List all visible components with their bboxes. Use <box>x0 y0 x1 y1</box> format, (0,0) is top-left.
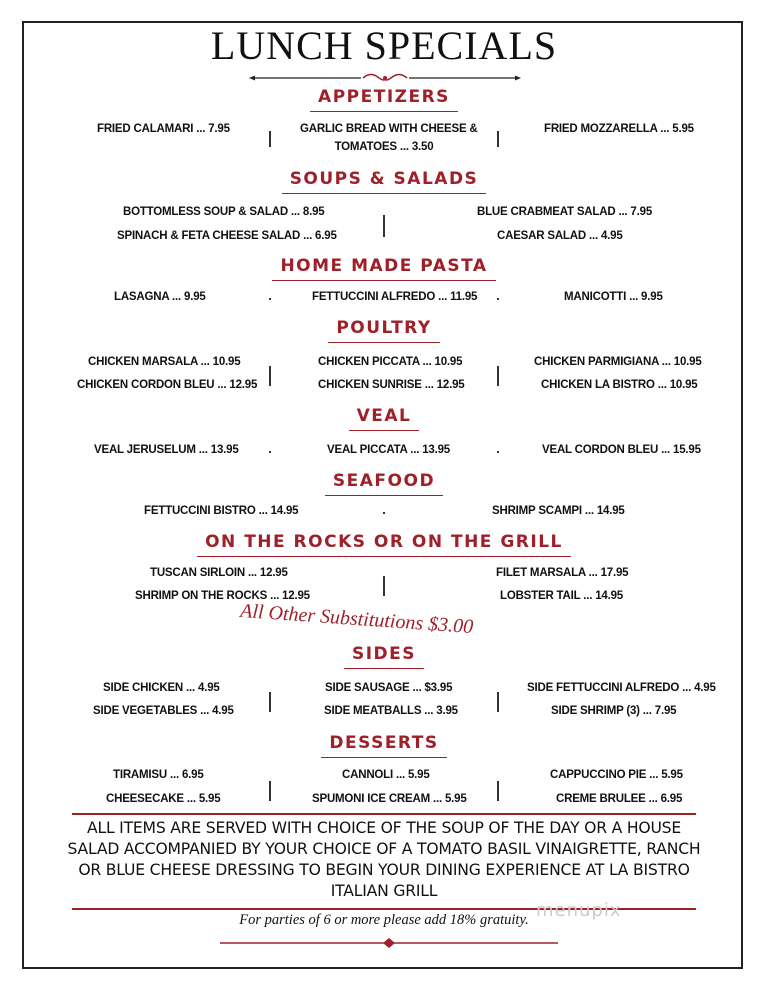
title-ornament <box>249 72 521 84</box>
divider <box>269 451 271 453</box>
menu-item: SIDE VEGETABLES ... 4.95 <box>93 705 234 717</box>
menu-item: FILET MARSALA ... 17.95 <box>496 567 629 579</box>
divider <box>269 298 271 300</box>
divider <box>269 781 271 801</box>
menu-item: SIDE CHICKEN ... 4.95 <box>103 682 220 694</box>
section-poultry-heading: POULTRY <box>0 317 768 343</box>
menu-item: LOBSTER TAIL ... 14.95 <box>500 590 623 602</box>
menu-item: CHICKEN CORDON BLEU ... 12.95 <box>77 379 258 391</box>
section-desserts-heading: DESSERTS <box>0 732 768 758</box>
divider <box>269 692 271 712</box>
section-veal-heading: VEAL <box>0 405 768 431</box>
section-soups-heading: SOUPS & SALADS <box>0 168 768 194</box>
footer-ornament <box>220 938 558 948</box>
menu-item: BLUE CRABMEAT SALAD ... 7.95 <box>477 206 653 218</box>
menu-item: CHEESECAKE ... 5.95 <box>106 793 221 805</box>
divider <box>269 366 271 386</box>
watermark: menupix <box>536 900 622 921</box>
menu-item: SHRIMP SCAMPI ... 14.95 <box>492 505 625 517</box>
section-appetizers-heading: APPETIZERS <box>0 86 768 112</box>
menu-item: FETTUCCINI BISTRO ... 14.95 <box>144 505 299 517</box>
menu-item: FETTUCCINI ALFREDO ... 11.95 <box>312 291 478 303</box>
menu-item: CAPPUCCINO PIE ... 5.95 <box>550 769 683 781</box>
menu-item: CHICKEN MARSALA ... 10.95 <box>88 356 241 368</box>
substitutions-note: All Other Substitutions $3.00 <box>239 599 474 639</box>
divider <box>383 215 385 237</box>
section-sides-heading: SIDES <box>0 643 768 669</box>
menu-item: TUSCAN SIRLOIN ... 12.95 <box>150 567 288 579</box>
section-pasta-heading: HOME MADE PASTA <box>0 255 768 281</box>
divider <box>383 512 385 514</box>
menu-item: CHICKEN PARMIGIANA ... 10.95 <box>534 356 702 368</box>
menu-item: VEAL JERUSELUM ... 13.95 <box>94 444 239 456</box>
menu-item: CANNOLI ... 5.95 <box>342 769 430 781</box>
menu-item: CHICKEN PICCATA ... 10.95 <box>318 356 463 368</box>
divider <box>497 131 499 147</box>
menu-item: CAESAR SALAD ... 4.95 <box>497 230 623 242</box>
menu-item: TIRAMISU ... 6.95 <box>113 769 204 781</box>
menu-item: FRIED MOZZARELLA ... 5.95 <box>544 123 694 135</box>
menu-item: SIDE SAUSAGE ... $3.95 <box>325 682 453 694</box>
divider <box>497 451 499 453</box>
footer-top-rule <box>72 813 696 815</box>
divider <box>497 298 499 300</box>
menu-item: BOTTOMLESS SOUP & SALAD ... 8.95 <box>123 206 325 218</box>
divider <box>497 781 499 801</box>
menu-item: SIDE MEATBALLS ... 3.95 <box>324 705 458 717</box>
menu-item: SIDE SHRIMP (3) ... 7.95 <box>551 705 677 717</box>
menu-item: CHICKEN SUNRISE ... 12.95 <box>318 379 465 391</box>
menu-item: CREME BRULEE ... 6.95 <box>556 793 683 805</box>
gratuity-note: For parties of 6 or more please add 18% gratuity. <box>239 912 529 928</box>
divider <box>383 576 385 596</box>
menu-item: SPUMONI ICE CREAM ... 5.95 <box>312 793 467 805</box>
menu-item: LASAGNA ... 9.95 <box>114 291 206 303</box>
footer-description: ALL ITEMS ARE SERVED WITH CHOICE OF THE SOUP OF THE DAY OR A HOUSE SALAD ACCOMPANIED BY YOUR CHOICE OF A TOMATO BASIL VINAIGRETTE, RANCH OR BLUE CHEESE DRESSING TO BEGIN YOUR DINING EXPERIENCE AT LA BISTRO ITALIAN GRILL <box>67 819 701 900</box>
divider <box>497 366 499 386</box>
menu-item: TOMATOES ... 3.50 <box>334 141 434 153</box>
menu-item: VEAL CORDON BLEU ... 15.95 <box>542 444 701 456</box>
menu-item: VEAL PICCATA ... 13.95 <box>327 444 450 456</box>
menu-item: SIDE FETTUCCINI ALFREDO ... 4.95 <box>527 682 716 694</box>
section-rocks-heading: ON THE ROCKS OR ON THE GRILL <box>0 531 768 557</box>
menu-item: SHRIMP ON THE ROCKS ... 12.95 <box>135 590 310 602</box>
divider <box>269 131 271 147</box>
menu-item: GARLIC BREAD WITH CHEESE & <box>300 123 478 135</box>
section-seafood-heading: SEAFOOD <box>0 470 768 496</box>
divider <box>497 692 499 712</box>
menu-item: SPINACH & FETA CHEESE SALAD ... 6.95 <box>117 230 337 242</box>
menu-item: FRIED CALAMARI ... 7.95 <box>97 123 230 135</box>
menu-item: MANICOTTI ... 9.95 <box>564 291 663 303</box>
menu-item: CHICKEN LA BISTRO ... 10.95 <box>541 379 698 391</box>
page-title: LUNCH SPECIALS <box>210 23 558 68</box>
